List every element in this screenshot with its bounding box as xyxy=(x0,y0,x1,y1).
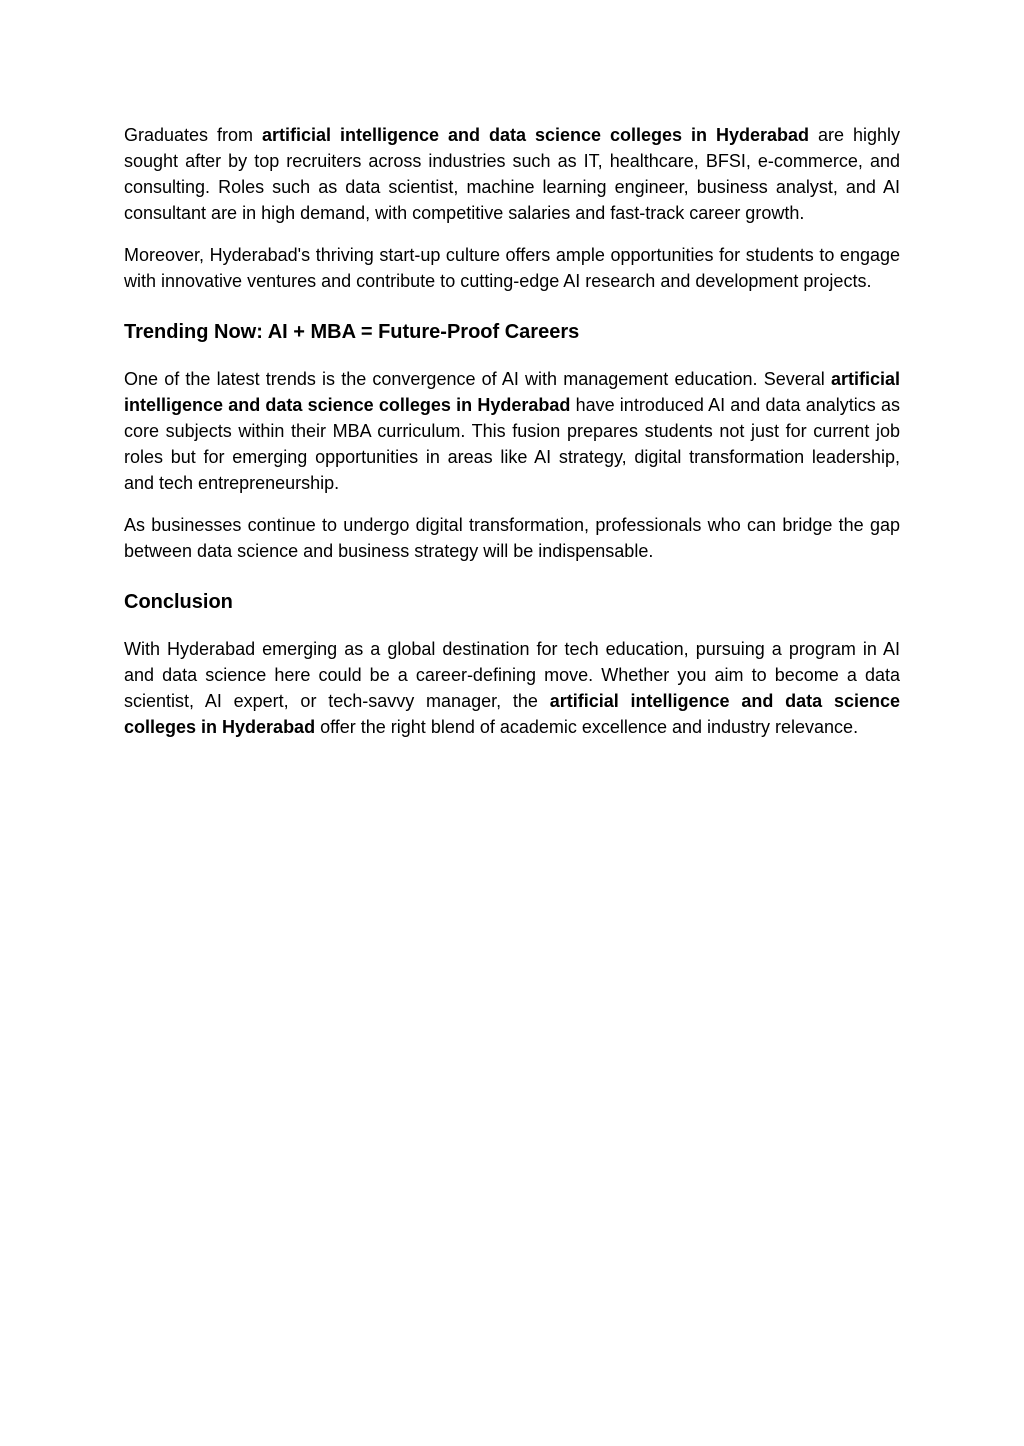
paragraph-businesses: As businesses continue to undergo digital transformation, professionals who can bridge the gap between data science and business strategy will be indispensable. xyxy=(124,515,900,561)
bold-keyword-phrase: artificial intelligence and data science colleges in Hyderabad xyxy=(262,125,809,145)
paragraph-moreover: Moreover, Hyderabad's thriving start-up culture offers ample opportunities for students to engage with innovative ventures and contribute to cutting-edge AI research and development projects. xyxy=(124,245,900,291)
paragraph-conclusion xyxy=(124,636,900,740)
paragraph-text: Graduates from xyxy=(124,125,262,145)
paragraph-graduates xyxy=(124,122,900,226)
paragraph-text: With Hyderabad emerging as a global destination for tech education, pursuing a program in AI and data science here could be a career-defining move. Whether you aim to become a data scientist, AI expert, or tech-savvy manager, the xyxy=(124,639,900,711)
heading-trending-now: Trending Now: AI + MBA = Future-Proof Careers xyxy=(124,321,580,343)
paragraph-text: One of the latest trends is the convergence of AI with management education. Several xyxy=(124,369,831,389)
paragraph-text: offer the right blend of academic excellence and industry relevance. xyxy=(315,717,859,737)
paragraph-trends xyxy=(124,366,900,496)
paragraph-text: are highly sought after by top recruiters across industries such as IT, healthcare, BFSI, e-commerce, and consulting. Roles such as data scientist, machine learning engineer, business analyst, and AI consultant are in high demand, with competitive salaries and fast-track career growth. xyxy=(124,125,900,223)
bold-keyword-phrase: artificial intelligence and data science colleges in Hyderabad xyxy=(124,691,900,737)
paragraph-text: have introduced AI and data analytics as core subjects within their MBA curriculum. This fusion prepares students not just for current job roles but for emerging opportunities in areas like AI strategy, digital transformation leadership, and tech entrepreneurship. xyxy=(124,395,900,493)
bold-keyword-phrase: artificial intelligence and data science colleges in Hyderabad xyxy=(124,369,900,415)
heading-conclusion: Conclusion xyxy=(124,591,233,613)
